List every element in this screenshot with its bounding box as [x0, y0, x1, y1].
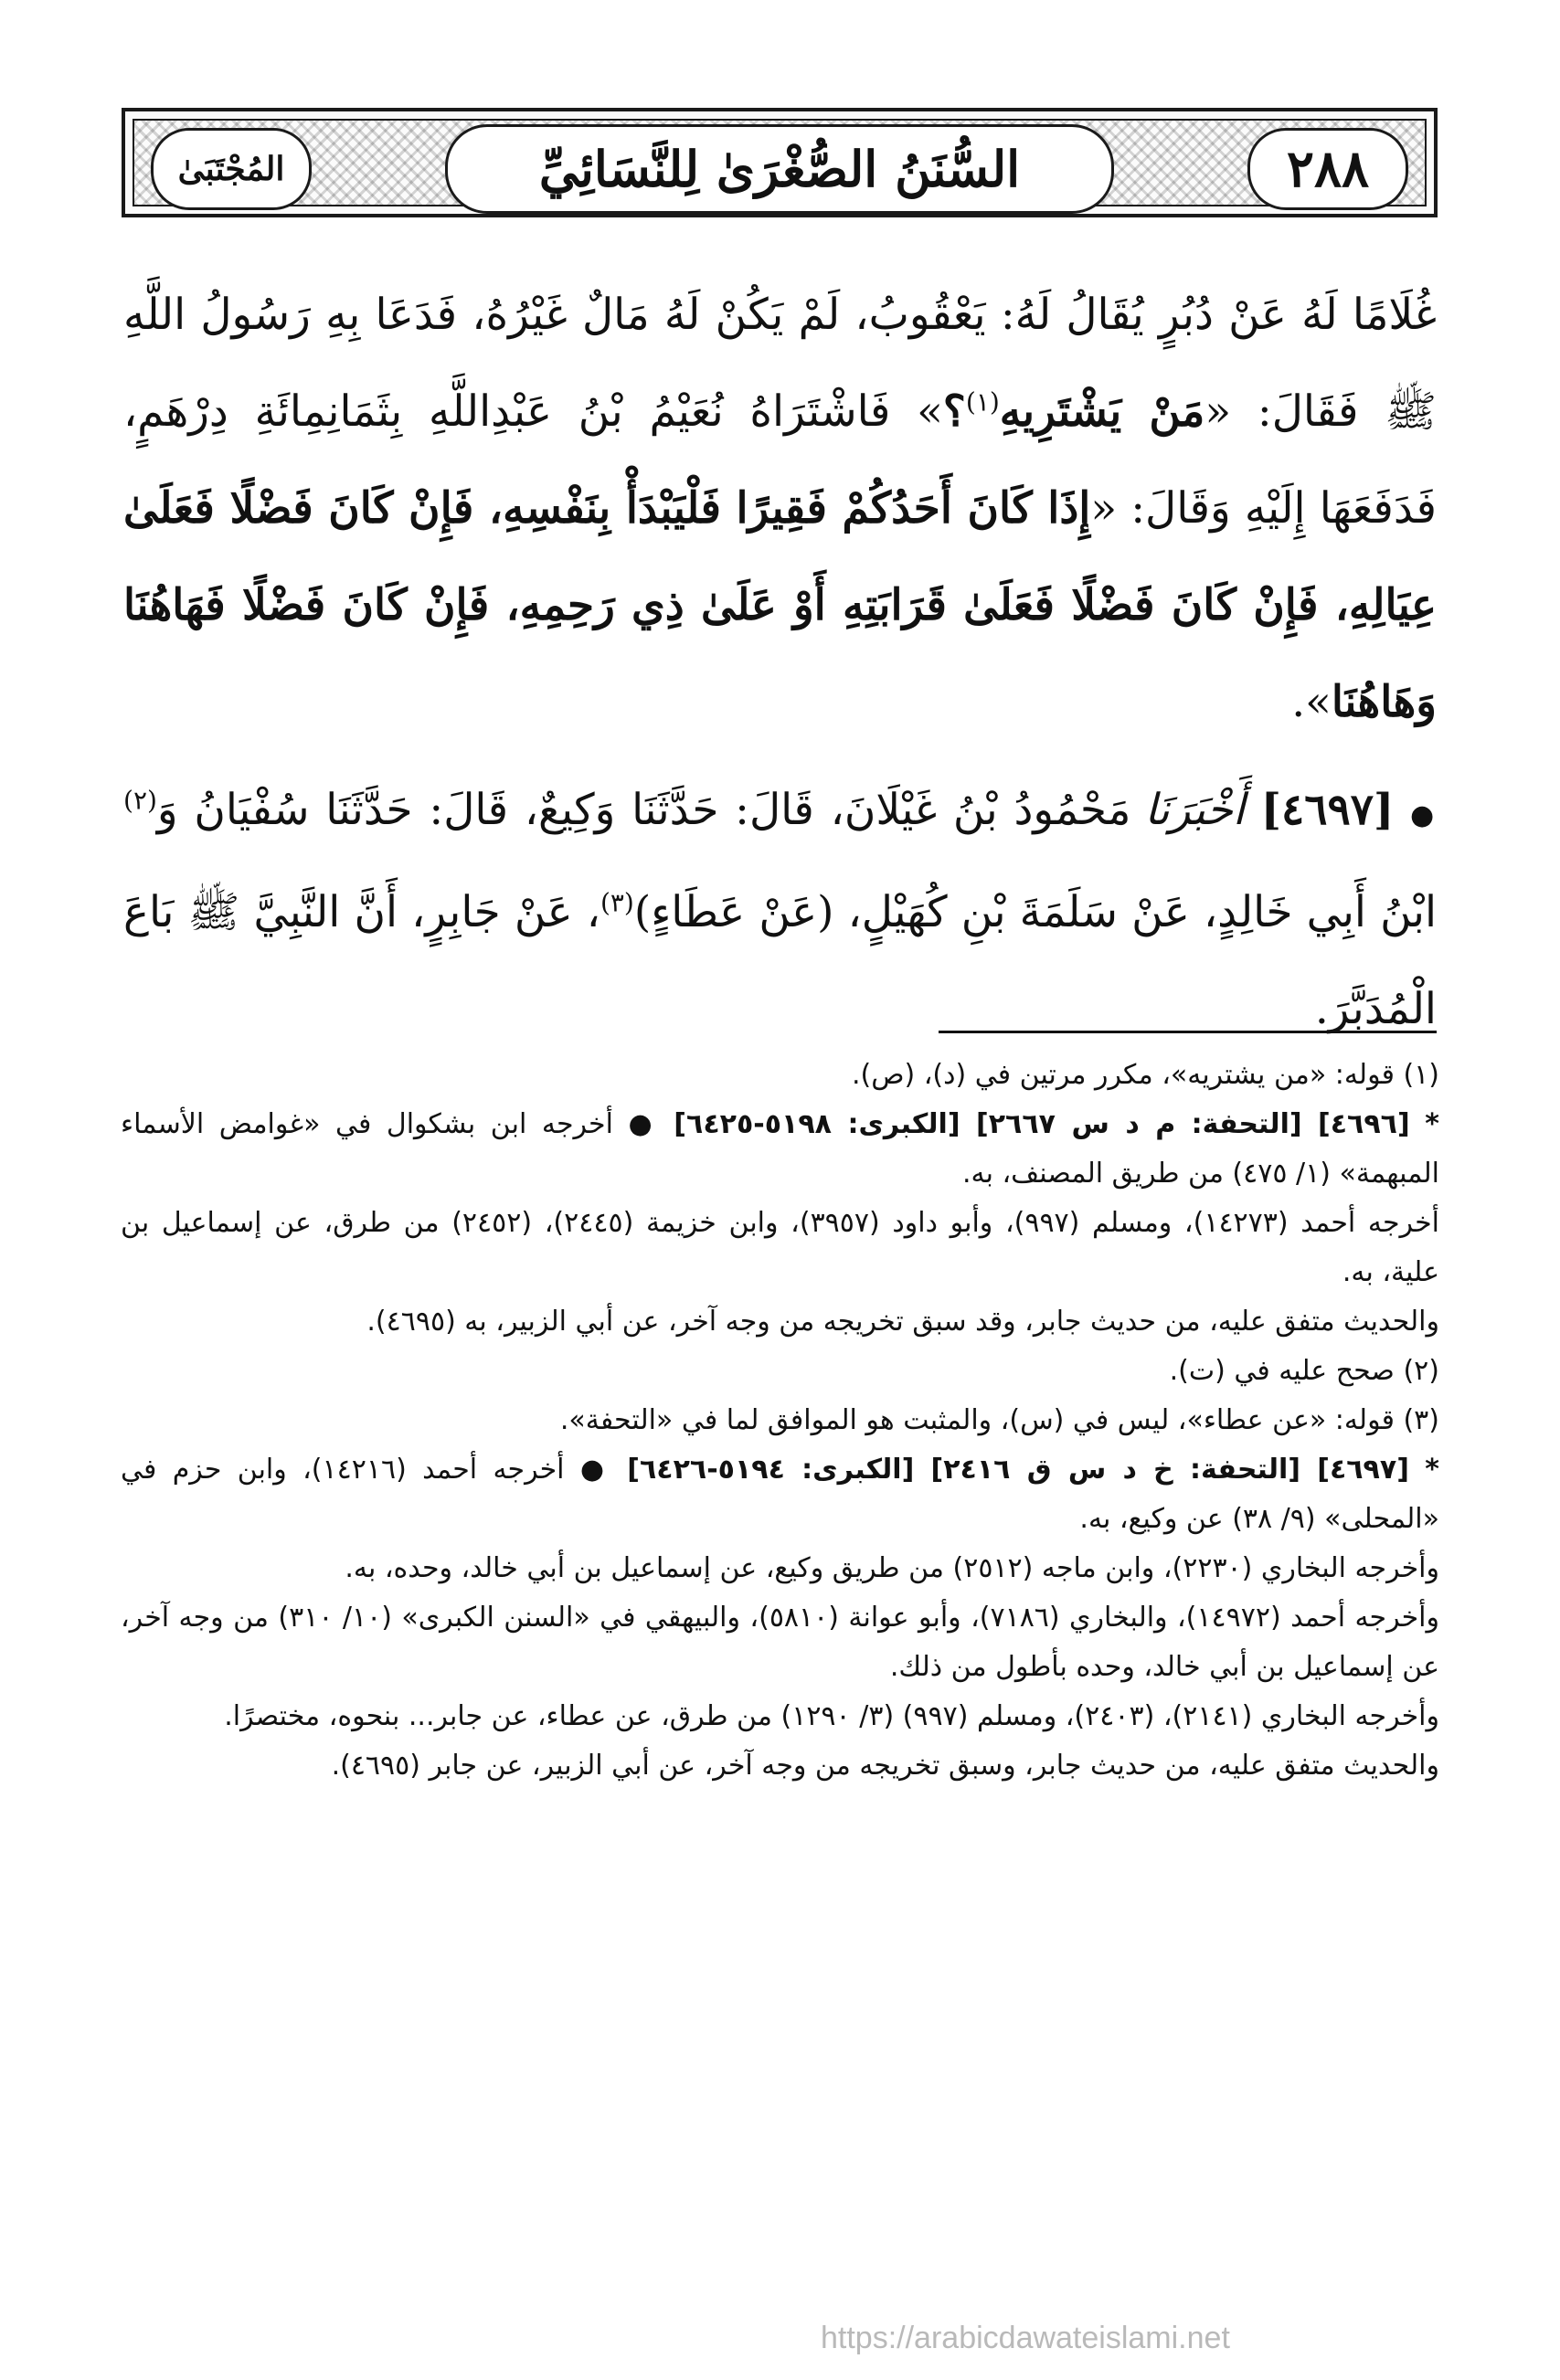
book-title: السُّنَنُ الصُّغْرَىٰ لِلنَّسَائِيِّ [538, 140, 1021, 198]
emblem-cartouche [151, 128, 312, 210]
takhrij-line: أخرجه ابن بشكوال في «غوامض الأسماء المبهمة» (١/ ٤٧٥) من طريق المصنف، به. [121, 1108, 1439, 1190]
takhrij-4697-line: والحديث متفق عليه، من حديث جابر، وسبق تخريجه من وجه آخر، عن أبي الزبير، عن جابر (٤٦٩٥). [331, 1750, 1439, 1782]
footnote-ref-3: (٣) [600, 887, 634, 918]
footnote-ref-2: (٢) [123, 785, 157, 816]
takhrij-4697-line: وأخرجه أحمد (١٤٩٧٢)، والبخاري (٧١٨٦)، وأبو عوانة (٥٨١٠)، والبيهقي في «السنن الكبرى» (١٠/ ٣١٠) من وجه آخر، عن إسماعيل بن أبي خالد، وحده بأطول من ذلك. [121, 1602, 1440, 1683]
page-number-cartouche [1247, 128, 1408, 210]
takhrij-4697 [121, 1445, 1439, 1544]
emblem-text: المُجْتَبَىٰ [177, 150, 285, 188]
hadith-text: ، عَنْ جَابِرٍ، أَنَّ النَّبِيَّ ﷺ بَاعَ الْمُدَبَّرَ. [123, 887, 1437, 1034]
page-header [122, 108, 1438, 217]
hadith-text: ابْنُ أَبِي خَالِدٍ، عَنْ سَلَمَةَ بْنِ كُهَيْلٍ، (عَنْ عَطَاءٍ) [633, 887, 1438, 937]
takhrij-4697-line: وأخرجه البخاري (٢٢٣٠)، وابن ماجه (٢٥١٢) من طريق وكيع، عن إسماعيل بن أبي خالد، وحده، به. [345, 1552, 1439, 1584]
footnote-ref-1: (١) [965, 386, 1000, 418]
asterisk-icon: * [1425, 1108, 1439, 1140]
hadith-paragraph-4696 [123, 267, 1437, 751]
hadith-number: [٤٦٩٧] [1260, 785, 1395, 835]
bullet-icon: ● [1410, 799, 1437, 831]
ornamental-border [133, 119, 1427, 206]
bullet-icon: ● [628, 1108, 659, 1140]
book-title-cartouche [445, 124, 1114, 214]
takhrij-line: أخرجه أحمد (١٤٢١٦)، وابن حزم في «المحلى» (٩/ ٣٨) عن وكيع، به. [121, 1454, 1439, 1535]
prophetic-quote: إِذَا كَانَ أَحَدُكُمْ فَقِيرًا فَلْيَبْدَأْ بِنَفْسِهِ، فَإِنْ كَانَ فَضْلًا فَعَلَىٰ عِيَالِهِ، فَإِنْ كَانَ فَضْلًا فَعَلَىٰ قَرَابَتِهِ أَوْ عَلَىٰ ذِي رَحِمِهِ، فَإِنْ كَانَ فَضْلًا فَهَاهُنَا وَهَاهُنَا [123, 483, 1437, 727]
hadith-text: » فَاشْتَرَاهُ نُعَيْمُ بْنُ عَبْدِاللَّهِ بِثَمَانِمِائَةِ دِرْهَمٍ، فَدَفَعَهَا إِلَيْهِ وَقَالَ: « [123, 386, 1437, 534]
footnotes [121, 1051, 1439, 1791]
footnote-separator [939, 1031, 1437, 1033]
page-number: ٢٨٨ [1286, 139, 1370, 199]
hadith-text: غُلَامًا لَهُ عَنْ دُبُرٍ يُقَالُ لَهُ: يَعْقُوبُ، لَمْ يَكُنْ لَهُ مَالٌ غَيْرُهُ، فَدَعَا بِهِ رَسُولُ اللَّهِ ﷺ فَقَالَ: « [123, 290, 1437, 437]
asterisk-icon: * [1425, 1454, 1439, 1486]
takhrij-4696-line: والحديث متفق عليه، من حديث جابر، وقد سبق تخريجه من وجه آخر، عن أبي الزبير، به (٤٦٩٥). [366, 1306, 1439, 1338]
footnote-2: (٢) صحح عليه في (ت). [1169, 1355, 1439, 1387]
takhrij-4697-line: وأخرجه البخاري (٢١٤١)، (٢٤٠٣)، ومسلم (٩٩٧) (٣/ ١٢٩٠) من طرق، عن عطاء، عن جابر... بنحوه، مختصرًا. [224, 1700, 1439, 1732]
prophetic-quote: مَنْ يَشْتَرِيهِ [999, 386, 1205, 437]
footnote-3: (٣) قوله: «عن عطاء»، ليس في (س)، والمثبت هو الموافق لما في «التحفة». [559, 1404, 1439, 1436]
main-text [123, 267, 1437, 1058]
takhrij-reference: [٤٦٩٦] [التحفة: م د س ٢٦٦٧] [الكبرى: ٥١٩٨-٦٤٢٥] [674, 1108, 1410, 1140]
hadith-text: مَحْمُودُ بْنُ غَيْلَانَ، قَالَ: حَدَّثَنَا وَكِيعٌ، قَالَ: حَدَّثَنَا سُفْيَانُ وَ [156, 785, 1145, 835]
akhbarana-word: أَخْبَرَنَا [1144, 785, 1245, 835]
takhrij-4696-line: أخرجه أحمد (١٤٢٧٣)، ومسلم (٩٩٧)، وأبو داود (٣٩٥٧)، وابن خزيمة (٢٤٤٥)، (٢٤٥٢) من طرق، عن إسماعيل بن علية، به. [121, 1207, 1439, 1288]
footnote-1: (١) قوله: «من يشتريه»، مكرر مرتين في (د)، (ص). [851, 1059, 1439, 1091]
hadith-paragraph-4697 [123, 762, 1437, 1058]
takhrij-4696 [121, 1100, 1439, 1199]
watermark-url: https://arabicdawateislami.net [821, 2321, 1230, 2355]
prophetic-quote: ؟ [942, 386, 966, 437]
bullet-icon: ● [579, 1454, 611, 1486]
hadith-text: ». [1291, 677, 1332, 727]
takhrij-reference: [٤٦٩٧] [التحفة: خ د س ق ٢٤١٦] [الكبرى: ٥١٩٤-٦٤٢٦] [627, 1454, 1409, 1486]
